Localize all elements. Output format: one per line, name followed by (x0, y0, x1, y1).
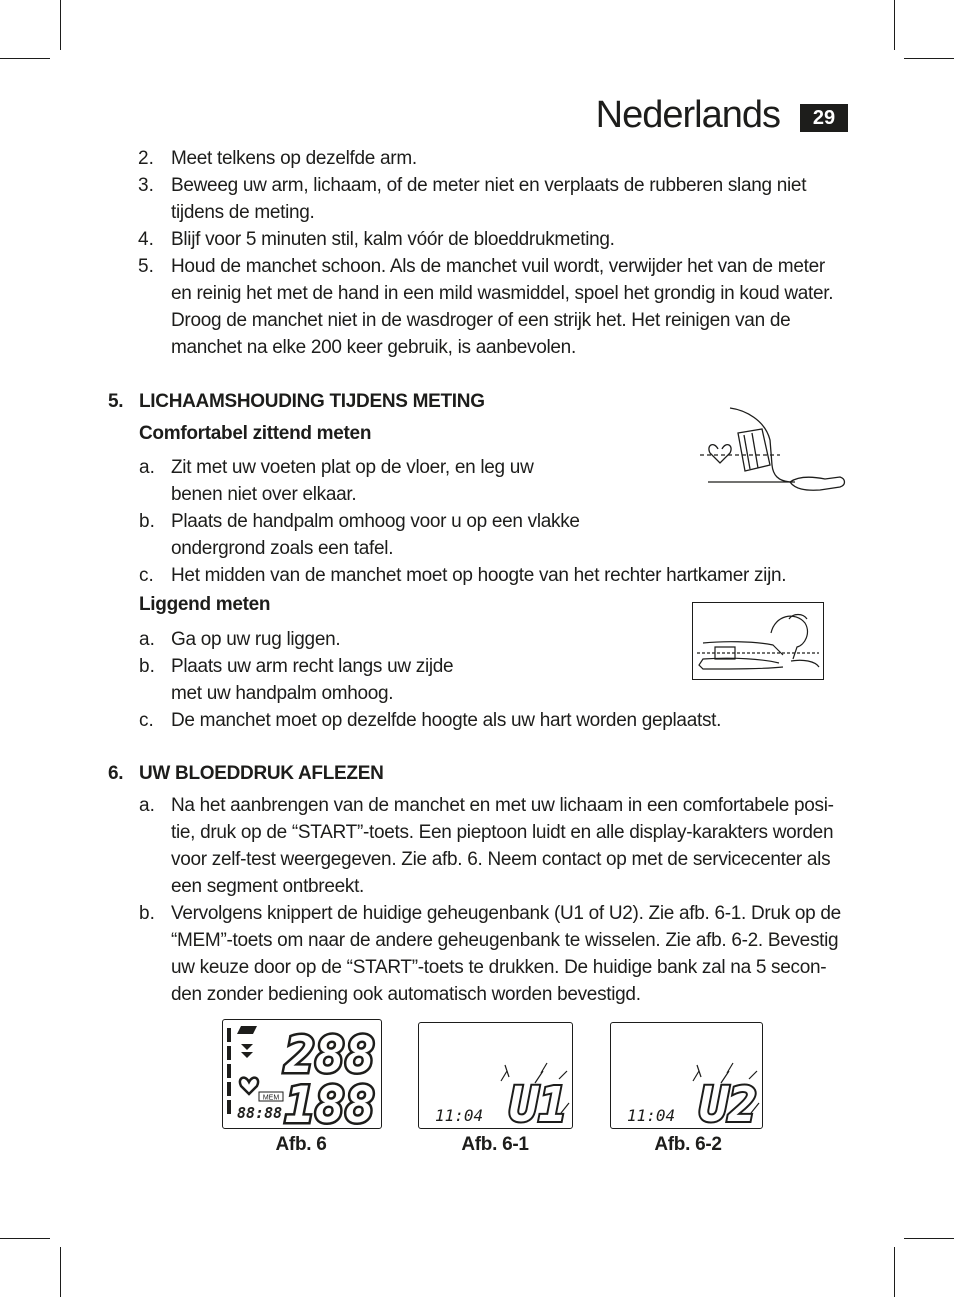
lcd-display-memory-u2 (610, 1022, 763, 1129)
list-item-text: een segment ontbreekt. (171, 876, 365, 897)
list-item-text: Blijf voor 5 minuten stil, kalm vóór de bloeddrukmeting. (171, 229, 615, 250)
list-item-text: voor zelf-test weergegeven. Zie afb. 6. Neem contact op met de servicecenter als (171, 849, 831, 870)
list-item-text: en reinig het met de hand in een mild wasmiddel, spoel het grondig in koud water. (171, 283, 834, 304)
list-letter: c. (139, 710, 154, 731)
list-item-text: Droog de manchet niet in de wasdroger of een strijk het. Het reinigen van de (171, 310, 791, 331)
crop-mark (894, 1247, 895, 1297)
list-item-text: den zonder bediening ook automatisch worden bevestigd. (171, 984, 641, 1005)
list-item-text: ondergrond zoals een tafel. (171, 538, 394, 559)
list-item-text: met uw handpalm omhoog. (171, 683, 394, 704)
lcd-display-full-test (222, 1019, 382, 1129)
crop-mark (60, 1247, 61, 1297)
figure-caption: Afb. 6 (275, 1134, 327, 1155)
list-item-text: Plaats de handpalm omhoog voor u op een vlakke (171, 511, 580, 532)
crop-mark (894, 0, 895, 50)
page-number-badge: 29 (800, 104, 848, 132)
list-letter: a. (139, 457, 155, 478)
list-item-text: Plaats uw arm recht langs uw zijde (171, 656, 454, 677)
crop-mark (0, 58, 50, 59)
list-letter: c. (139, 565, 154, 586)
list-item-text: Beweeg uw arm, lichaam, of de meter niet en verplaats de rubberen slang niet (171, 175, 807, 196)
lcd-memory-bank: U1 (509, 1077, 567, 1128)
list-item-text: De manchet moet op dezelfde hoogte als uw hart worden geplaatst. (171, 710, 722, 731)
crop-mark (0, 1238, 50, 1239)
list-item-text: uw keuze door op de “START”-toets te drukken. De huidige bank zal na 5 secon- (171, 957, 827, 978)
section-heading: UW BLOEDDRUK AFLEZEN (139, 763, 384, 784)
section-number: 5. (108, 391, 124, 412)
crop-mark (904, 1238, 954, 1239)
list-number: 2. (138, 148, 154, 169)
list-item-text: tie, druk op de “START”-toets. Een pieptoon luidt en alle display-karakters worden (171, 822, 834, 843)
lying-position-illustration (692, 602, 824, 680)
lcd-time: 11:04 (627, 1106, 676, 1125)
list-letter: a. (139, 629, 155, 650)
list-item-text: Zit met uw voeten plat op de vloer, en leg uw (171, 457, 534, 478)
mem-label: MEM (262, 1094, 280, 1102)
list-letter: b. (139, 511, 155, 532)
list-item-text: Ga op uw rug liggen. (171, 629, 341, 650)
list-item-text: Vervolgens knippert de huidige geheugenbank (U1 of U2). Zie afb. 6-1. Druk op de (171, 903, 841, 924)
lcd-time: 88:88 (237, 1104, 283, 1122)
figure-caption: Afb. 6-1 (461, 1134, 529, 1155)
lcd-systolic: 288 (284, 1026, 375, 1084)
figure-caption: Afb. 6-2 (654, 1134, 722, 1155)
list-item-text: benen niet over elkaar. (171, 484, 357, 505)
page-title: Nederlands (595, 94, 780, 136)
section-number: 6. (108, 763, 124, 784)
subsection-heading: Liggend meten (139, 594, 271, 615)
list-letter: a. (139, 795, 155, 816)
list-item-text: Houd de manchet schoon. Als de manchet vuil wordt, verwijder het van de meter (171, 256, 825, 277)
battery-icon (237, 1026, 257, 1034)
crop-mark (904, 58, 954, 59)
lcd-time: 11:04 (435, 1106, 484, 1125)
list-item-text: tijdens de meting. (171, 202, 315, 223)
section-heading: LICHAAMSHOUDING TIJDENS METING (139, 391, 485, 412)
list-item-text: Het midden van de manchet moet op hoogte van het rechter hartkamer zijn. (171, 565, 787, 586)
list-number: 5. (138, 256, 154, 277)
list-number: 4. (138, 229, 154, 250)
lcd-memory-bank: U2 (699, 1077, 757, 1128)
list-item-text: “MEM”-toets om naar de andere geheugenbank te wisselen. Zie afb. 6-2. Bevestig (171, 930, 839, 951)
lcd-display-memory-u1 (418, 1022, 573, 1129)
list-letter: b. (139, 656, 155, 677)
list-number: 3. (138, 175, 154, 196)
sitting-arm-illustration (700, 405, 850, 495)
heart-icon (240, 1078, 258, 1094)
list-item-text: Meet telkens op dezelfde arm. (171, 148, 417, 169)
list-item-text: manchet na elke 200 keer gebruik, is aanbevolen. (171, 337, 576, 358)
list-item-text: Na het aanbrengen van de manchet en met uw lichaam in een comfortabele posi- (171, 795, 834, 816)
subsection-heading: Comfortabel zittend meten (139, 423, 372, 444)
crop-mark (60, 0, 61, 50)
list-letter: b. (139, 903, 155, 924)
lcd-diastolic: 188 (284, 1076, 375, 1128)
